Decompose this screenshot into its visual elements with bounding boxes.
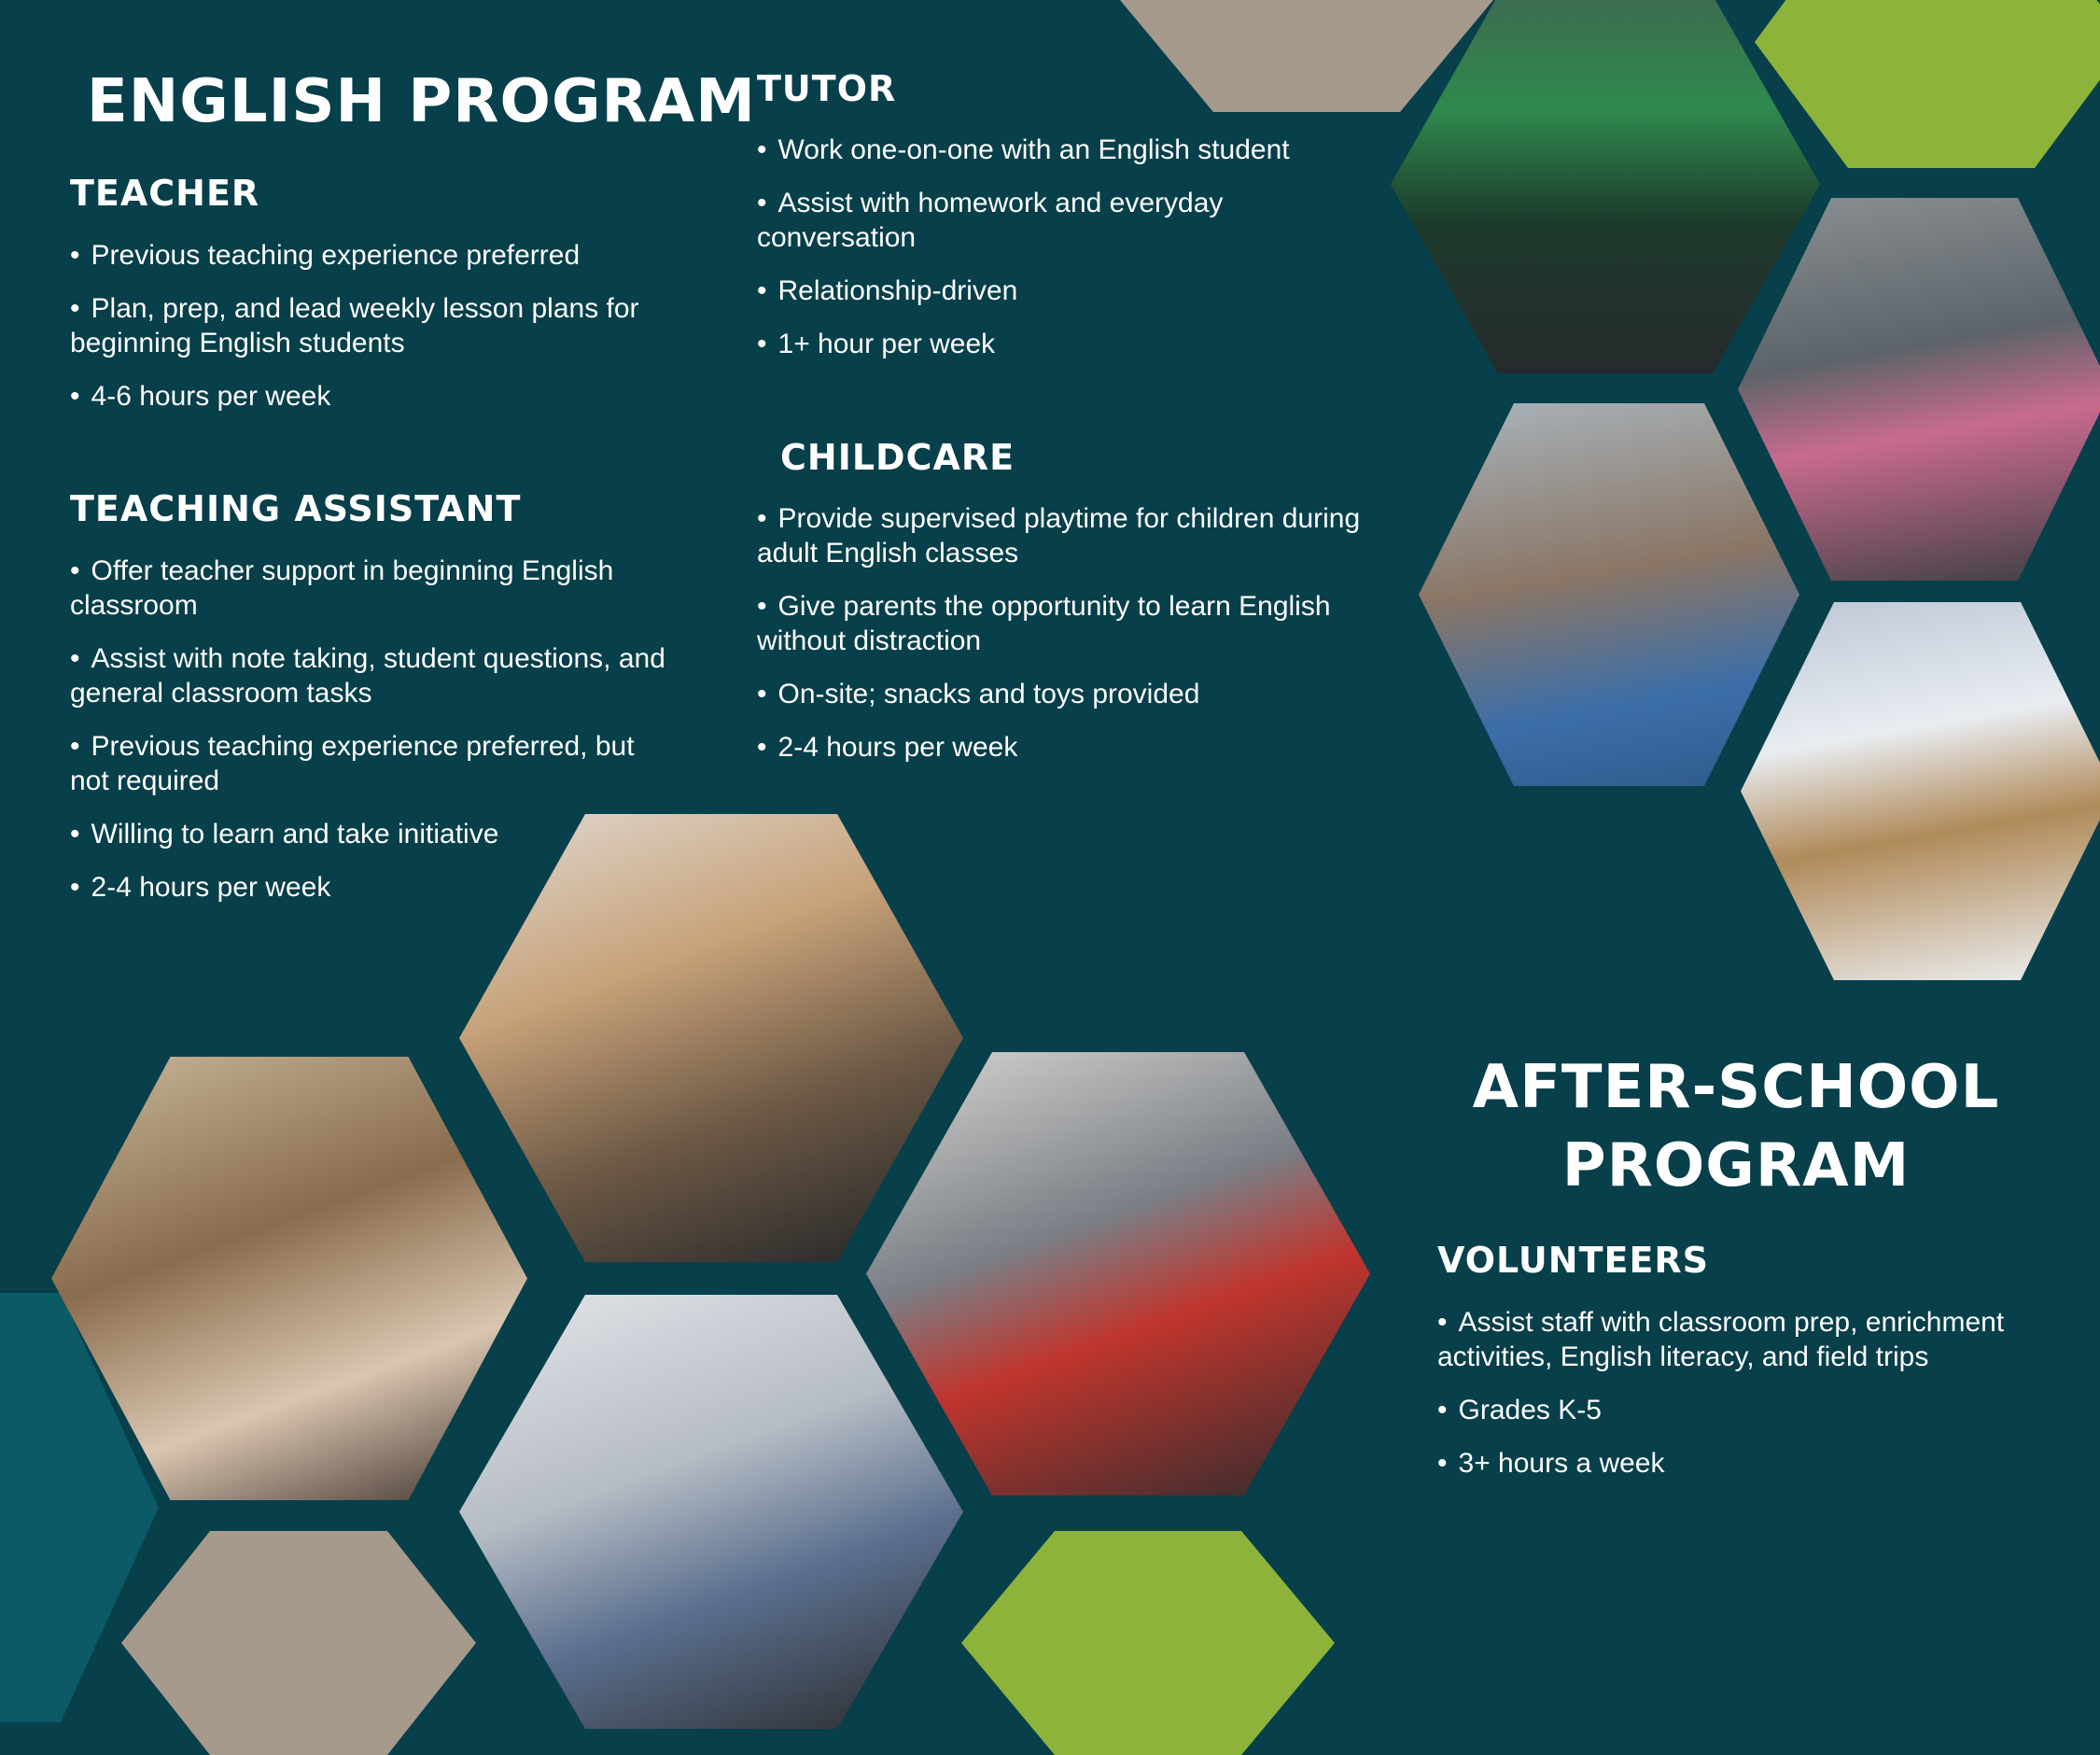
childcare-bullet-list xyxy=(757,501,1373,783)
list-item: • Assist with note taking, student questions, and general classroom tasks xyxy=(70,643,665,709)
after-school-title-line1: AFTER-SCHOOL xyxy=(1472,1053,2000,1122)
teacher-bullet-list xyxy=(70,238,677,432)
decorative-hex-taupe-bottom xyxy=(121,1531,476,1755)
teaching-assistant-bullet-list xyxy=(70,554,677,923)
list-item: • Previous teaching experience preferred xyxy=(70,240,581,271)
ski-trip-photo xyxy=(1741,602,2100,980)
teacher-heading: TEACHER xyxy=(70,173,260,214)
teaching-assistant-heading: TEACHING ASSISTANT xyxy=(70,488,522,529)
list-item: • Work one-on-one with an English student xyxy=(757,134,1290,165)
childcare-heading: CHILDCARE xyxy=(780,437,1015,478)
list-item: • Grades K-5 xyxy=(1437,1395,1602,1425)
list-item: • Willing to learn and take initiative xyxy=(70,819,499,849)
list-item: • Relationship-driven xyxy=(757,275,1018,306)
list-item: • Give parents the opportunity to learn English without distraction xyxy=(757,591,1331,656)
girl-firefighter-coat-photo xyxy=(1738,198,2100,581)
volunteers-posing-photo xyxy=(459,1295,963,1729)
students-writing-photo xyxy=(866,1052,1370,1495)
volunteers-heading: VOLUNTEERS xyxy=(1437,1240,1710,1281)
list-item: • Offer teacher support in beginning English classroom xyxy=(70,555,614,621)
decorative-hex-lime-bottom xyxy=(961,1531,1335,1755)
list-item: • Provide supervised playtime for children during adult English classes xyxy=(757,503,1361,569)
list-item: • 1+ hour per week xyxy=(757,329,996,359)
tutor-heading: TUTOR xyxy=(757,68,897,109)
after-school-title-line2: PROGRAM xyxy=(1561,1131,1911,1200)
boy-heart-sunglasses-photo xyxy=(1419,403,1799,786)
list-item: • Plan, prep, and lead weekly lesson plans for beginning English students xyxy=(70,293,639,358)
volunteers-bullet-list xyxy=(1437,1305,2072,1499)
list-item: • 4-6 hours per week xyxy=(70,381,331,412)
english-program-title: ENGLISH PROGRAM xyxy=(87,67,756,136)
list-item: • 2-4 hours per week xyxy=(70,872,331,903)
decorative-hex-lime-top-right xyxy=(1755,0,2100,168)
list-item: • Assist staff with classroom prep, enrichment activities, English literacy, and field trips xyxy=(1437,1307,2005,1372)
tutor-bullet-list xyxy=(757,133,1373,380)
list-item: • 2-4 hours per week xyxy=(757,732,1018,763)
list-item: • Previous teaching experience preferred, but not required xyxy=(70,731,635,796)
basketball-game-photo xyxy=(1391,0,1820,373)
decorative-hex-taupe-top xyxy=(1120,0,1493,112)
list-item: • Assist with homework and everyday conversation xyxy=(757,188,1224,253)
list-item: • On-site; snacks and toys provided xyxy=(757,679,1200,709)
list-item: • 3+ hours a week xyxy=(1437,1448,1665,1479)
